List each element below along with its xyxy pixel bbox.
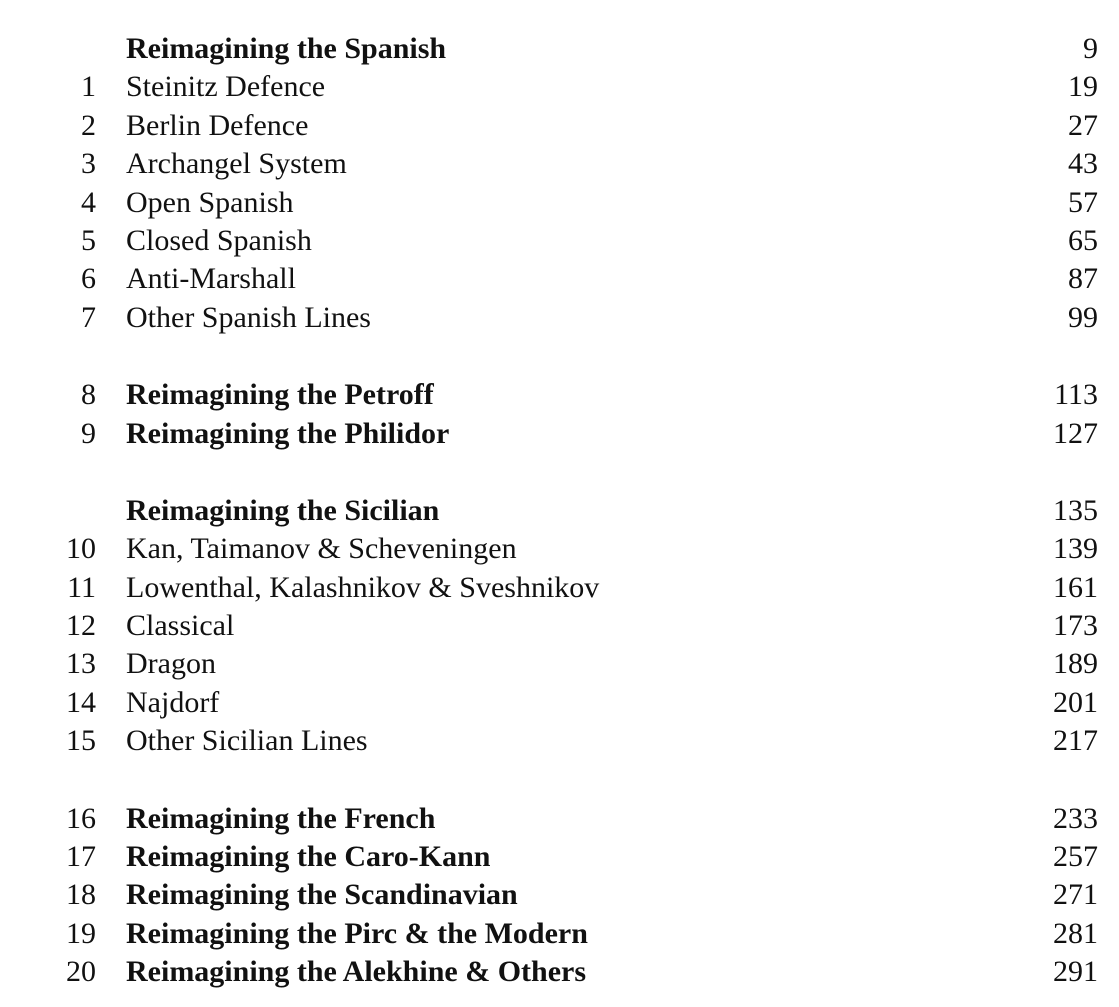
toc-entry[interactable] (0, 530, 1119, 568)
chapter-title: Reimagining the Sicilian (126, 493, 440, 527)
chapter-title: Najdorf (126, 685, 220, 719)
chapter-number: 5 (81, 223, 96, 257)
chapter-number: 16 (66, 801, 96, 835)
chapter-number: 17 (66, 840, 96, 874)
page-number: 43 (1068, 147, 1098, 181)
chapter-number: 2 (81, 108, 96, 142)
toc-entry[interactable] (0, 645, 1119, 683)
page-number: 281 (1053, 916, 1098, 950)
chapter-title: Reimagining the Caro-Kann (126, 840, 491, 874)
chapter-title: Reimagining the Spanish (126, 32, 447, 65)
chapter-title: Kan, Taimanov & Scheveningen (126, 532, 517, 566)
chapter-number: 20 (66, 955, 96, 989)
page-number: 139 (1053, 532, 1098, 566)
chapter-title: Other Sicilian Lines (126, 724, 368, 758)
page-number: 271 (1053, 878, 1098, 912)
chapter-title: Dragon (126, 647, 216, 681)
page-number: 161 (1053, 570, 1098, 604)
page-number: 257 (1053, 840, 1098, 874)
chapter-number: 15 (66, 724, 96, 758)
chapter-number: 13 (66, 647, 96, 681)
chapter-number: 6 (81, 262, 96, 296)
toc-section (0, 800, 1119, 992)
chapter-number: 11 (67, 570, 96, 604)
chapter-number: 1 (81, 70, 96, 104)
toc-section (0, 492, 1119, 761)
toc-entry[interactable] (0, 107, 1119, 145)
chapter-number: 3 (81, 147, 96, 181)
toc-entry[interactable] (0, 722, 1119, 760)
table-of-contents (0, 30, 1119, 992)
section-gap (0, 761, 1119, 800)
toc-entry[interactable] (0, 184, 1119, 222)
page-number: 291 (1053, 955, 1098, 989)
page-number: 57 (1068, 185, 1098, 219)
chapter-title: Berlin Defence (126, 108, 309, 142)
page-number: 99 (1068, 300, 1098, 334)
page-number: 233 (1053, 801, 1098, 835)
chapter-title: Steinitz Defence (126, 70, 326, 104)
page-number: 113 (1054, 378, 1098, 412)
chapter-title: Lowenthal, Kalashnikov & Sveshnikov (126, 570, 600, 604)
toc-part-heading[interactable] (0, 953, 1119, 991)
page-number: 87 (1068, 262, 1098, 296)
toc-part-heading[interactable] (0, 800, 1119, 838)
page-number: 173 (1053, 609, 1098, 643)
toc-part-heading[interactable] (0, 838, 1119, 876)
page-number: 65 (1068, 223, 1098, 257)
chapter-title: Reimagining the Philidor (126, 416, 450, 450)
toc-entry[interactable] (0, 684, 1119, 722)
chapter-number: 10 (66, 532, 96, 566)
page-number: 19 (1068, 70, 1098, 104)
page-number: 201 (1053, 685, 1098, 719)
toc-part-heading[interactable] (0, 376, 1119, 414)
toc-entry[interactable] (0, 222, 1119, 260)
toc-section (0, 376, 1119, 453)
page-number: 127 (1053, 416, 1098, 450)
chapter-title: Reimagining the Petroff (126, 378, 434, 412)
chapter-title: Anti-Marshall (126, 262, 296, 296)
chapter-title: Reimagining the Alekhine & Others (126, 955, 587, 989)
page-number: 217 (1053, 724, 1098, 758)
chapter-title: Reimagining the French (126, 801, 436, 835)
toc-part-heading[interactable] (0, 30, 1119, 68)
chapter-number: 8 (81, 378, 96, 412)
chapter-title: Reimagining the Scandinavian (126, 878, 518, 912)
section-gap (0, 337, 1119, 376)
chapter-number: 9 (81, 416, 96, 450)
toc-entry[interactable] (0, 260, 1119, 298)
toc-entry[interactable] (0, 299, 1119, 337)
chapter-number: 18 (66, 878, 96, 912)
page-number: 135 (1053, 493, 1098, 527)
page-number: 27 (1068, 108, 1098, 142)
chapter-number: 19 (66, 916, 96, 950)
toc-part-heading[interactable] (0, 415, 1119, 453)
toc-entry[interactable] (0, 68, 1119, 106)
page-number: 189 (1053, 647, 1098, 681)
chapter-title: Closed Spanish (126, 223, 312, 257)
chapter-title: Classical (126, 609, 235, 643)
chapter-number: 7 (81, 300, 96, 334)
chapter-title: Archangel System (126, 147, 347, 181)
page-number: 9 (1083, 32, 1098, 65)
section-gap (0, 453, 1119, 492)
chapter-number: 14 (66, 685, 96, 719)
chapter-number: 12 (66, 609, 96, 643)
toc-entry[interactable] (0, 607, 1119, 645)
chapter-number: 4 (81, 185, 96, 219)
chapter-title: Other Spanish Lines (126, 300, 371, 334)
toc-part-heading[interactable] (0, 915, 1119, 953)
toc-part-heading[interactable] (0, 492, 1119, 530)
chapter-title: Reimagining the Pirc & the Modern (126, 916, 588, 950)
toc-entry[interactable] (0, 145, 1119, 183)
toc-entry[interactable] (0, 569, 1119, 607)
toc-part-heading[interactable] (0, 876, 1119, 914)
chapter-title: Open Spanish (126, 185, 294, 219)
toc-section (0, 30, 1119, 337)
